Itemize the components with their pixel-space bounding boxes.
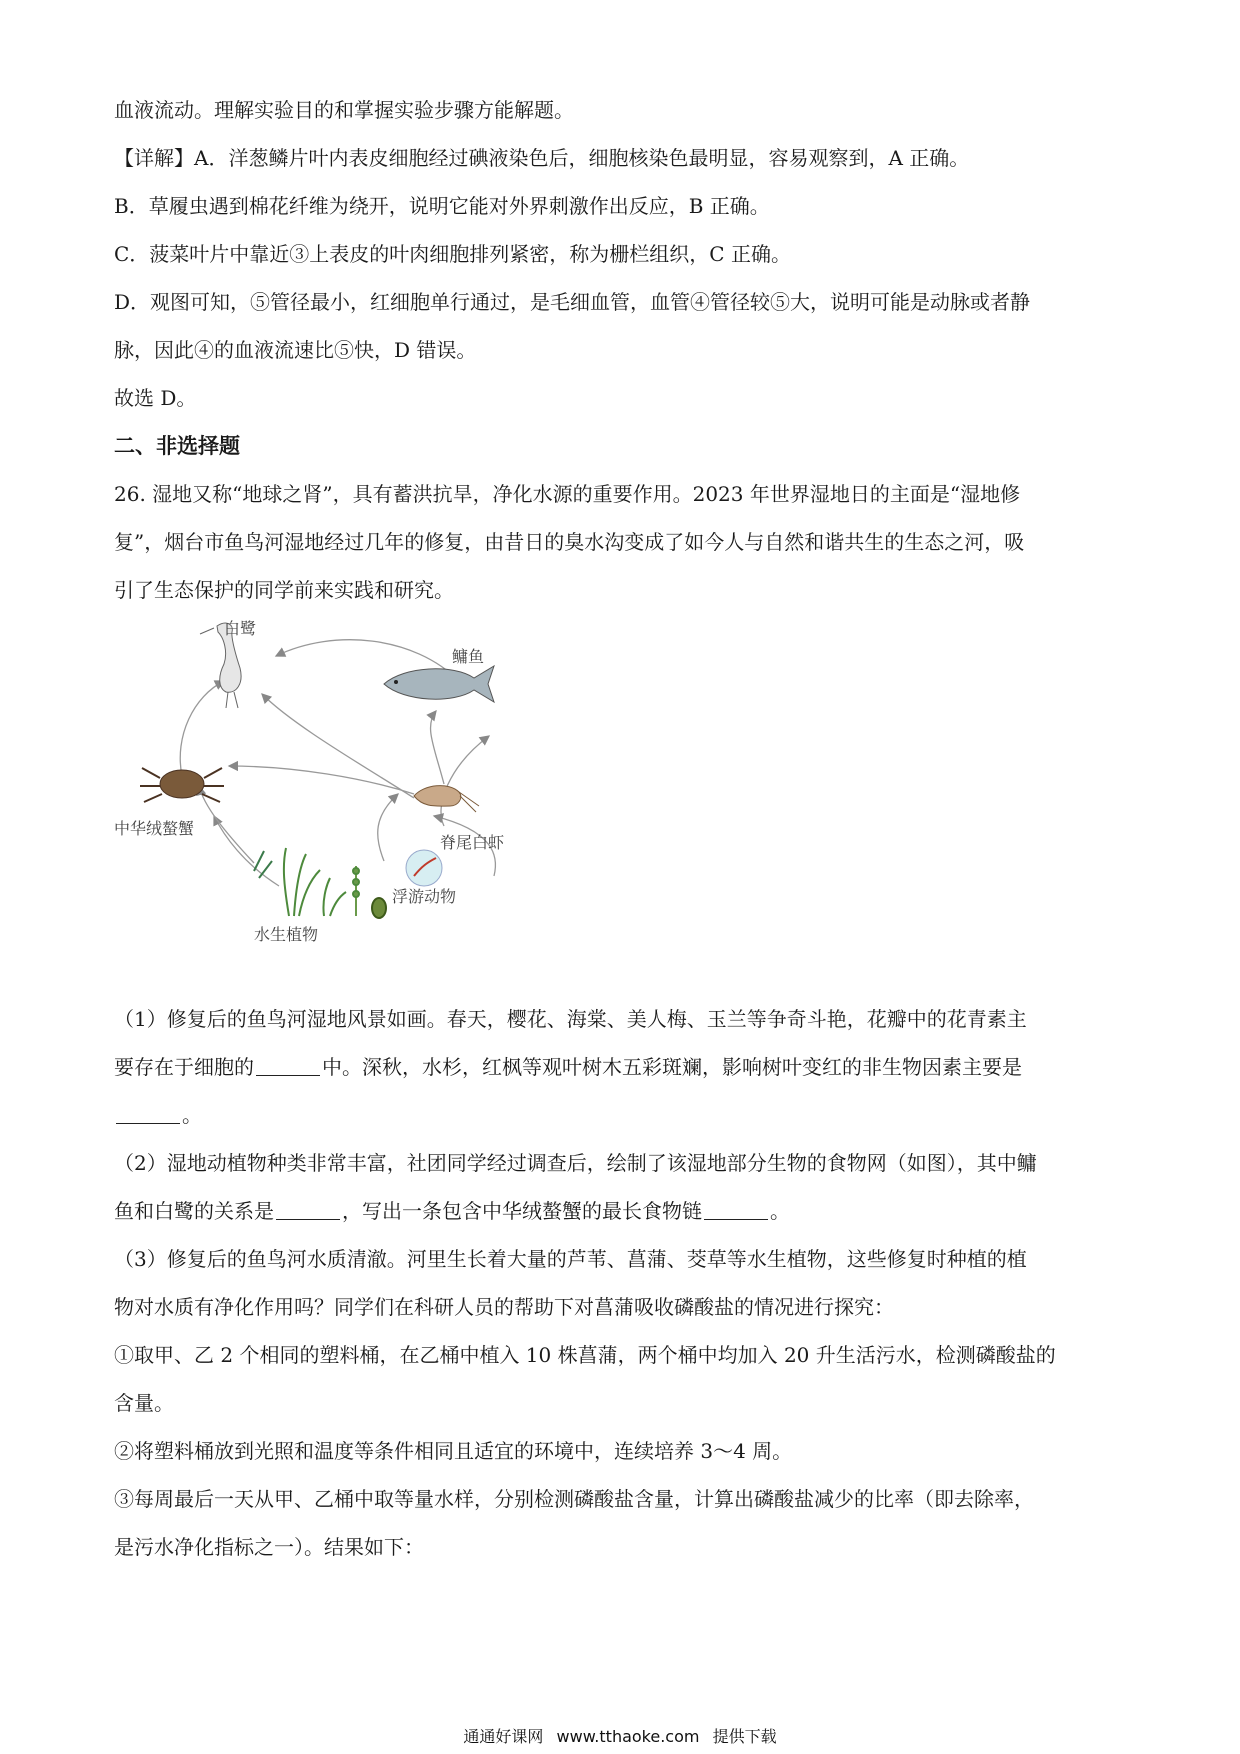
- text-span: 中。深秋，水杉，红枫等观叶树木五彩斑斓，影响树叶变红的非生物因素主要是: [322, 1055, 1022, 1079]
- answer-blank[interactable]: [116, 1105, 180, 1124]
- text-line: C．菠菜叶片中靠近③上表皮的叶肉细胞排列紧密，称为栅栏组织，C 正确。: [114, 242, 791, 266]
- text-line: B．草履虫遇到棉花纤维为绕开，说明它能对外界刺激作出反应，B 正确。: [114, 194, 770, 218]
- sub-question-2: （2）湿地动植物种类非常丰富，社团同学经过调查后，绘制了该湿地部分生物的食物网（如图），其中鳙: [114, 1151, 1037, 1175]
- step-2: ②将塑料桶放到光照和温度等条件相同且适宜的环境中，连续培养 3～4 周。: [114, 1439, 793, 1463]
- step-1-cont: 含量。: [114, 1391, 174, 1415]
- step-3: ③每周最后一天从甲、乙桶中取等量水样，分别检测磷酸盐含量，计算出磷酸盐减少的比率（即去除率，: [114, 1487, 1034, 1511]
- sub-question-2-line: [114, 1199, 1126, 1223]
- step-3-cont: 是污水净化指标之一）。结果如下：: [114, 1535, 424, 1559]
- footer-url[interactable]: www.tthaoke.com: [556, 1727, 700, 1746]
- label-crab: 中华绒螯蟹: [114, 819, 195, 838]
- text-span: 。: [182, 1103, 202, 1127]
- label-fish: 鳙鱼: [452, 647, 485, 666]
- footer-site: 通通好课网: [463, 1727, 544, 1746]
- text-line: 血液流动。理解实验目的和掌握实验步骤方能解题。: [114, 98, 574, 122]
- text-line: 脉，因此④的血液流速比⑤快，D 错误。: [114, 338, 477, 362]
- step-1: ①取甲、乙 2 个相同的塑料桶，在乙桶中植入 10 株菖蒲，两个桶中均加入 20 升生活污水，检测磷酸盐的: [114, 1343, 1056, 1367]
- answer-blank[interactable]: [256, 1057, 320, 1076]
- arrow-plants-to-crab-2: [199, 786, 254, 863]
- footer-note: 提供下载: [712, 1727, 777, 1746]
- text-span: ，写出一条包含中华绒螯蟹的最长食物链: [342, 1199, 702, 1223]
- sub-question-1-line: [114, 1103, 1126, 1127]
- page-footer: [0, 1724, 1240, 1747]
- sub-question-1: （1）修复后的鱼鸟河湿地风景如画。春天，樱花、海棠、美人梅、玉兰等争奇斗艳，花瓣中的花青素主: [114, 1007, 1027, 1031]
- section-title: 二、非选择题: [114, 434, 240, 458]
- sub-question-3-line: 物对水质有净化作用吗？同学们在科研人员的帮助下对菖蒲吸收磷酸盐的情况进行探究：: [114, 1295, 894, 1319]
- text-line: D．观图可知，⑤管径最小，红细胞单行通过，是毛细血管，血管④管径较⑤大，说明可能是动脉或者静: [114, 290, 1031, 314]
- label-egret: 白鹭: [224, 619, 257, 638]
- label-plankton: 浮游动物: [392, 887, 457, 906]
- arrow-plankton-to-shrimp: [378, 794, 398, 861]
- text-line: 故选 D。: [114, 386, 197, 410]
- text-span: 要存在于细胞的: [114, 1055, 254, 1079]
- question-text: 复”，烟台市鱼鸟河湿地经过几年的修复，由昔日的臭水沟变成了如今人与自然和谐共生的生态之河，吸: [114, 530, 1025, 554]
- sub-question-1-line: [114, 1055, 1126, 1079]
- question-text: 26. 湿地又称“地球之肾”，具有蓄洪抗旱，净化水源的重要作用。2023 年世界湿地日的主面是“湿地修: [114, 482, 1021, 506]
- arrow-crab-to-egret: [180, 681, 224, 776]
- arrow-shrimp-to-egret: [262, 694, 414, 798]
- food-web-figure: [114, 616, 574, 991]
- shrimp-icon: [414, 786, 479, 812]
- food-web-diagram: [114, 616, 574, 991]
- answer-blank[interactable]: [704, 1201, 768, 1220]
- question-text: 引了生态保护的同学前来实践和研究。: [114, 578, 454, 602]
- label-shrimp: 脊尾白虾: [440, 833, 505, 852]
- crab-icon: [140, 768, 224, 802]
- label-plants: 水生植物: [254, 925, 319, 944]
- text-line: 【详解】A．洋葱鳞片叶内表皮细胞经过碘液染色后，细胞核染色最明显，容易观察到，A 正确。: [114, 146, 970, 170]
- sub-question-3: （3）修复后的鱼鸟河水质清澈。河里生长着大量的芦苇、菖蒲、茭草等水生植物，这些修复时种植的植: [114, 1247, 1027, 1271]
- fish-icon: [384, 666, 494, 702]
- plankton-icon: [406, 850, 442, 886]
- arrow-shrimp-to-fish: [441, 736, 489, 826]
- text-span: 。: [770, 1199, 790, 1223]
- document-content: [114, 98, 1126, 1583]
- text-span: 鱼和白鹭的关系是: [114, 1199, 274, 1223]
- arrow-plankton-to-fish: [431, 711, 444, 784]
- answer-blank[interactable]: [276, 1201, 340, 1220]
- arrow-plants-to-crab: [214, 816, 279, 886]
